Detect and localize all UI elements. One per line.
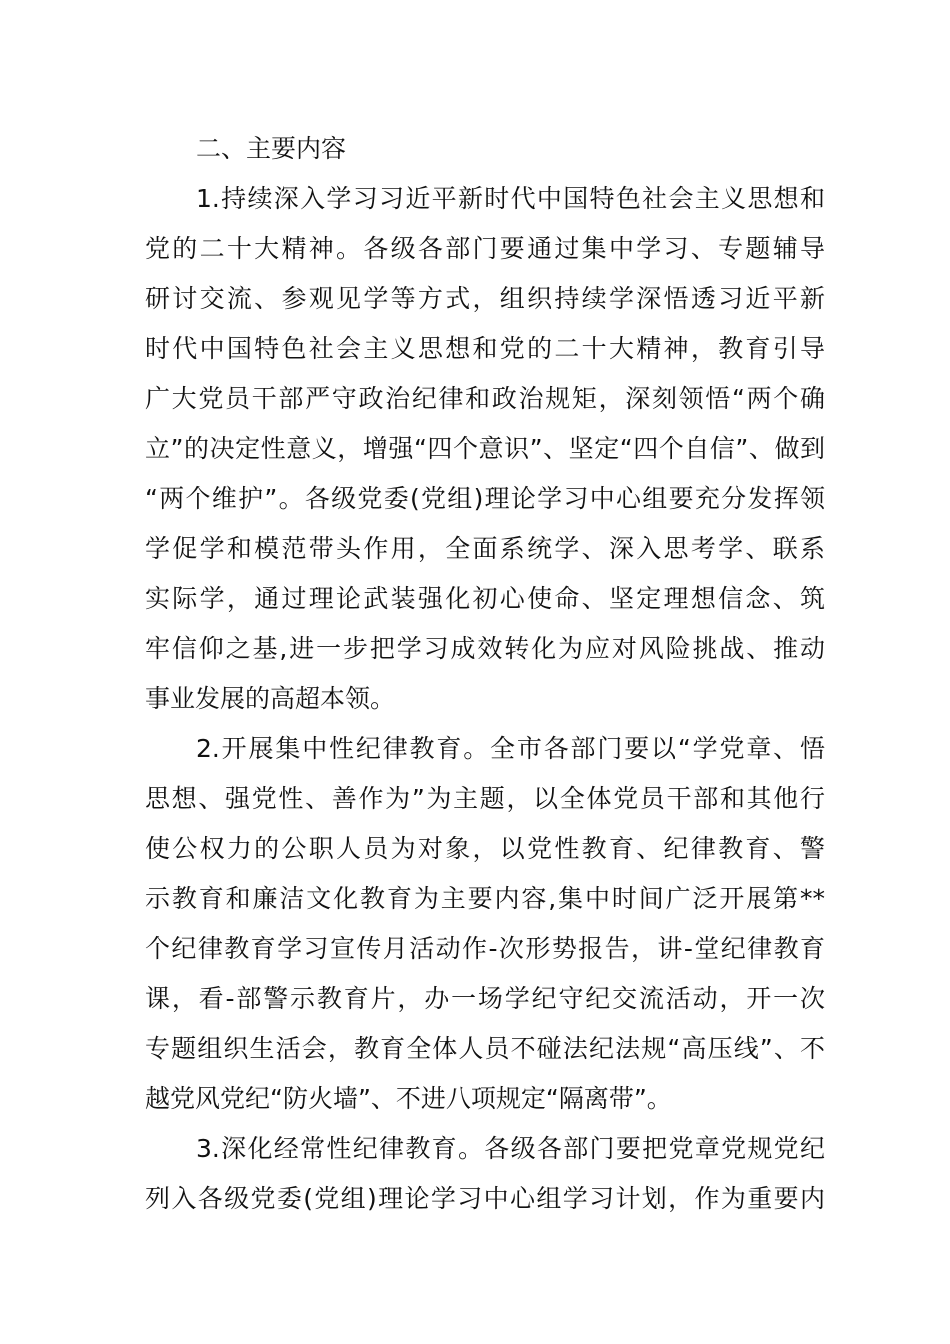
paragraph-1-line-11: 事业发展的高超本领。	[145, 684, 396, 713]
paragraph-1-line-7: “两个维护”。各级党委(党组)理论学习中心组要充分发挥领	[145, 484, 825, 513]
paragraph-3-line-1: 3.深化经常性纪律教育。各级各部门要把党章党规党纪	[196, 1134, 825, 1163]
paragraph-2-line-7: 专题组织生活会，教育全体人员不碰法纪法规“高压线”、不	[145, 1034, 825, 1063]
paragraph-1-line-8: 学促学和模范带头作用，全面系统学、深入思考学、联系	[145, 534, 825, 563]
paragraph-1-line-9: 实际学，通过理论武装强化初心使命、坚定理想信念、筑	[145, 584, 825, 613]
paragraph-1-line-5: 广大党员干部严守政治纪律和政治规矩，深刻领悟“两个确	[145, 384, 825, 413]
paragraph-1-line-10: 牢信仰之基,进一步把学习成效转化为应对风险挑战、推动	[145, 634, 825, 663]
section-heading: 二、主要内容	[196, 134, 347, 163]
paragraph-2-line-3: 使公权力的公职人员为对象，以党性教育、纪律教育、警	[145, 834, 825, 863]
paragraph-1-line-4: 时代中国特色社会主义思想和党的二十大精神，教育引导	[145, 334, 825, 363]
paragraph-2-line-6: 课，看-部警示教育片，办一场学纪守纪交流活动，开一次	[145, 984, 825, 1013]
paragraph-1-line-6: 立”的决定性意义，增强“四个意识”、坚定“四个自信”、做到	[145, 434, 825, 463]
paragraph-1-line-1: 1.持续深入学习习近平新时代中国特色社会主义思想和	[196, 184, 825, 213]
paragraph-2-line-1: 2.开展集中性纪律教育。全市各部门要以“学党章、悟	[196, 734, 825, 763]
paragraph-2-line-2: 思想、强党性、善作为”为主题，以全体党员干部和其他行	[145, 784, 825, 813]
paragraph-1-line-3: 研讨交流、参观见学等方式，组织持续学深悟透习近平新	[145, 284, 825, 313]
paragraph-3-line-2: 列入各级党委(党组)理论学习中心组学习计划，作为重要内	[145, 1184, 825, 1213]
paragraph-2-line-4: 示教育和廉洁文化教育为主要内容,集中时间广泛开展第**	[145, 884, 825, 913]
paragraph-1-line-2: 党的二十大精神。各级各部门要通过集中学习、专题辅导	[145, 234, 825, 263]
paragraph-2-line-5: 个纪律教育学习宣传月活动作-次形势报告，讲-堂纪律教育	[145, 934, 825, 963]
paragraph-2-line-8: 越党风党纪“防火墙”、不进八项规定“隔离带”。	[145, 1084, 672, 1113]
